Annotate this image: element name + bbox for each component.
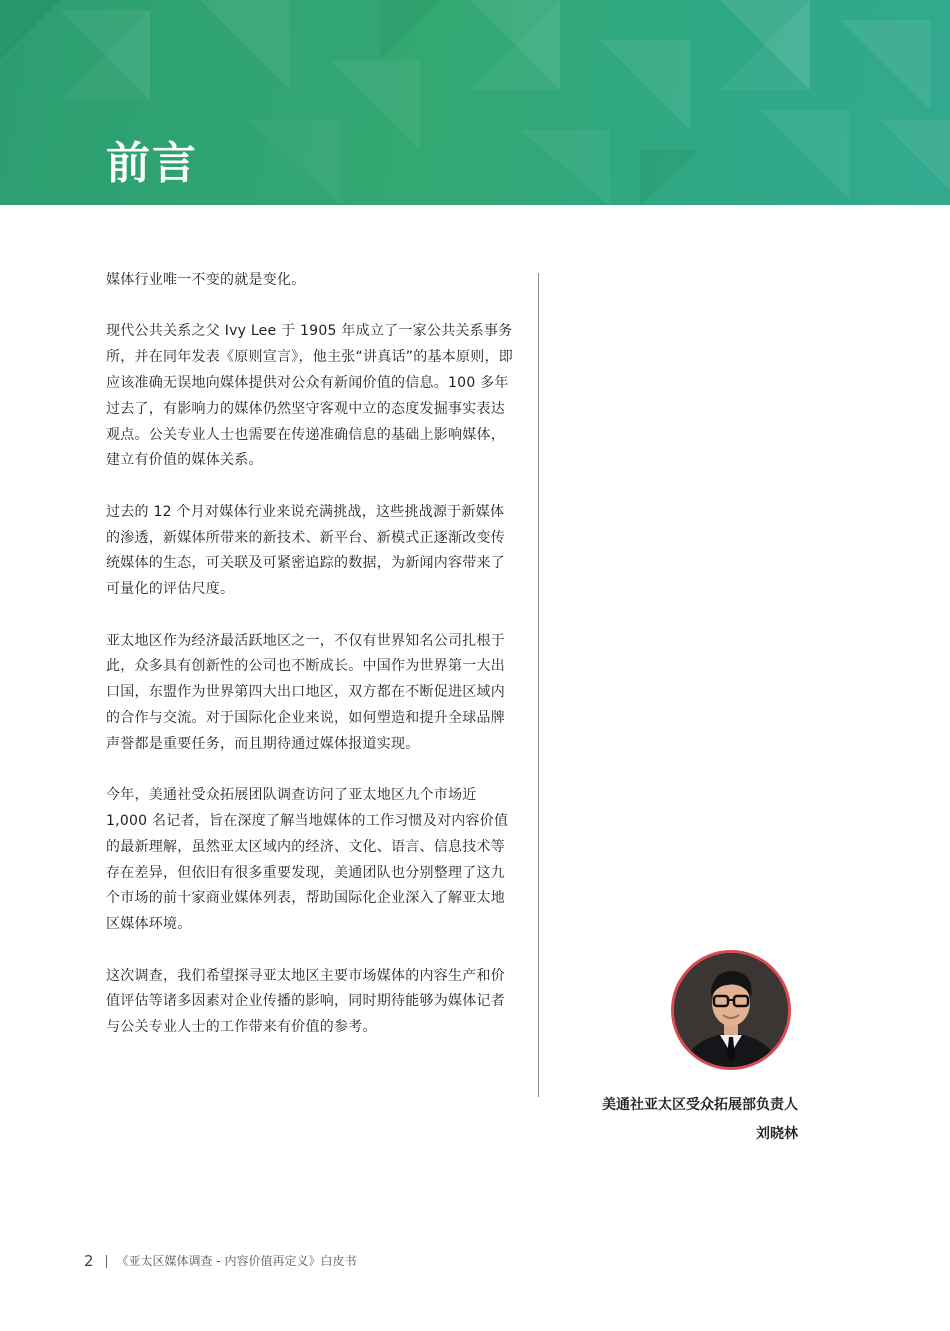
author-portrait (671, 950, 791, 1070)
author-title: 美通社亚太区受众拓展部负责人 (602, 1097, 798, 1113)
page-number: 2 (84, 1252, 94, 1270)
footer-divider (106, 1255, 107, 1268)
page-title: 前言 (106, 138, 198, 189)
paragraph: 今年，美通社受众拓展团队调查访问了亚太地区九个市场近 1,000 名记者，旨在深度了解当地媒体的工作习惯及对内容价值的最新理解，虽然亚太区域内的经济、文化、语言、信息技术等存在差异，但依旧有很多重要发现，美通团队也分别整理了这九个市场的前十家商业媒体列表，帮助国际化企业深入了解亚太地区媒体环境。 (106, 787, 509, 933)
paragraph: 过去的 12 个月对媒体行业来说充满挑战，这些挑战源于新媒体的渗透，新媒体所带来的新技术、新平台、新模式正逐渐改变传统媒体的生态，可关联及可紧密追踪的数据，为新闻内容带来了可量化的评估尺度。 (106, 503, 505, 598)
author-name: 刘晓林 (756, 1126, 798, 1142)
paragraph: 亚太地区作为经济最活跃地区之一，不仅有世界知名公司扎根于此，众多具有创新性的公司也不断成长。中国作为世界第一大出口国，东盟作为世界第四大出口地区，双方都在不断促进区域内的合作与交流。对于国际化企业来说，如何塑造和提升全球品牌声誉都是重要任务，而且期待通过媒体报道实现。 (106, 632, 505, 752)
paragraph: 现代公共关系之父 Ivy Lee 于 1905 年成立了一家公共关系事务所，并在同年发表《原则宣言》，他主张“讲真话”的基本原则，即应该准确无误地向媒体提供对公众有新闻价值的信息。100 多年过去了，有影响力的媒体仍然坚守客观中立的态度发掘事实表达观点。公关专业人士也需要在传递准确信息的基础上影响媒体，建立有价值的媒体关系。 (106, 323, 514, 469)
paragraph: 这次调查，我们希望探寻亚太地区主要市场媒体的内容生产和价值评估等诸多因素对企业传播的影响，同时期待能够为媒体记者与公关专业人士的工作带来有价值的参考。 (106, 967, 505, 1036)
body-text (106, 268, 518, 1066)
paragraph: 媒体行业唯一不变的就是变化。 (106, 272, 306, 288)
page-footer (84, 1252, 357, 1270)
portrait-illustration (674, 953, 788, 1067)
header-banner (0, 0, 950, 205)
column-divider (538, 273, 539, 1097)
publication-title: 《亚太区媒体调查 - 内容价值再定义》白皮书 (116, 1254, 357, 1268)
